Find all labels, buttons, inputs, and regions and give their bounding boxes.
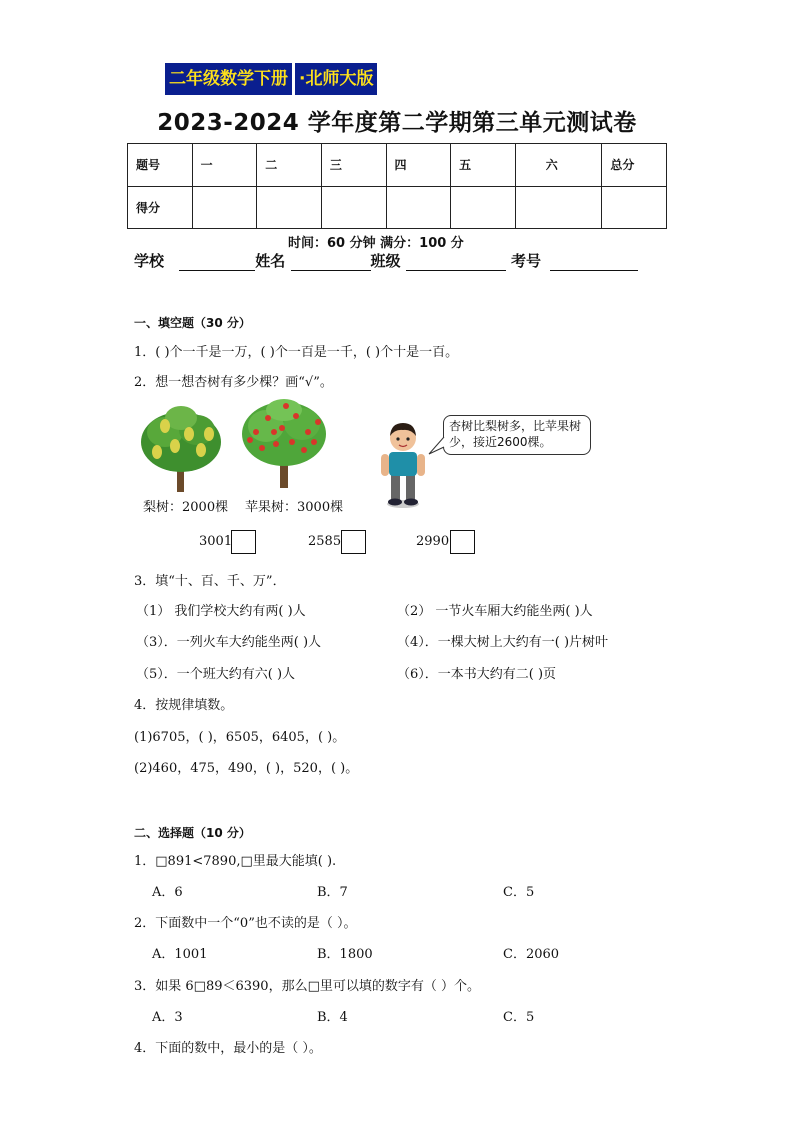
choice-question-3: 3．如果 6□89＜6390，那么□里可以填的数字有（ ）个。 <box>134 979 480 994</box>
school-label: 学校 <box>134 252 165 270</box>
option-checkbox[interactable] <box>231 530 256 554</box>
choice-option-c[interactable]: C．5 <box>503 1010 535 1025</box>
question-3: 3．填“十、百、千、万”． <box>134 574 286 589</box>
student-fields <box>134 250 638 271</box>
score-cell[interactable] <box>257 186 322 229</box>
header-cell: 五 <box>451 144 516 187</box>
q3-item: （1） 我们学校大约有两( )人 <box>136 604 306 619</box>
class-input[interactable] <box>406 256 506 271</box>
name-input[interactable] <box>291 256 371 271</box>
choice-option-a[interactable]: A．3 <box>152 1010 183 1025</box>
question-1: 1．( )个一千是一万，( )个一百是一千，( )个十是一百。 <box>134 345 459 360</box>
banner-grade: 二年级数学下册 <box>165 63 292 95</box>
choice-question-4: 4．下面的数中，最小的是（ ）。 <box>134 1041 322 1056</box>
score-cell[interactable] <box>321 186 386 229</box>
header-cell: 三 <box>321 144 386 187</box>
apple-caption: 苹果树：3000棵 <box>245 500 344 515</box>
header-cell: 总分 <box>602 144 667 187</box>
q3-item: （6）．一本书大约有二( )页 <box>397 667 557 682</box>
score-entry-row <box>128 186 667 229</box>
pear-caption: 梨树：2000棵 <box>143 500 229 515</box>
score-table <box>127 143 667 229</box>
section1-heading: 一、填空题（30 分） <box>134 316 251 330</box>
q3-item: （5）．一个班大约有六( )人 <box>136 667 296 682</box>
boy-illustration <box>375 420 431 510</box>
choice-option-c[interactable]: C．5 <box>503 885 535 900</box>
speech-text: 杏树比梨树多，比苹果树少，接近2600棵。 <box>449 419 582 449</box>
series-banner <box>165 63 377 95</box>
speech-bubble-tail <box>428 436 446 456</box>
header-cell: 二 <box>257 144 322 187</box>
option-checkbox[interactable] <box>341 530 366 554</box>
question-2: 2．想一想杏树有多少棵？画“√”。 <box>134 375 333 390</box>
row-label: 得分 <box>128 186 193 229</box>
pear-tree-image <box>135 404 227 494</box>
question-4: 4．按规律填数。 <box>134 698 234 713</box>
question-4-2: (2)460，475，490，( )，520，( )。 <box>134 761 359 776</box>
name-label: 姓名 <box>255 252 286 270</box>
id-label: 考号 <box>510 252 541 270</box>
header-cell: 题号 <box>128 144 193 187</box>
page-title: 2023-2024 学年度第二学期第三单元测试卷 <box>157 110 637 136</box>
choice-option-b[interactable]: B．4 <box>317 1010 348 1025</box>
header-cell: 六 <box>515 144 602 187</box>
choice-question-1: 1．□891<7890,□里最大能填( ). <box>134 854 337 869</box>
choice-option-b[interactable]: B．1800 <box>317 947 373 962</box>
score-cell[interactable] <box>386 186 451 229</box>
question-4-1: (1)6705，( )，6505，6405，( )。 <box>134 730 346 745</box>
choice-option-c[interactable]: C．2060 <box>503 947 560 962</box>
score-header-row <box>128 144 667 187</box>
speech-bubble <box>443 415 591 455</box>
option-checkbox[interactable] <box>450 530 475 554</box>
q3-item: （2） 一节火车厢大约能坐两( )人 <box>397 604 593 619</box>
option-label: 3001 <box>199 534 233 549</box>
school-input[interactable] <box>179 256 255 271</box>
choice-option-a[interactable]: A．6 <box>152 885 183 900</box>
id-input[interactable] <box>550 256 638 271</box>
score-cell[interactable] <box>515 186 602 229</box>
apple-tree-image <box>238 398 330 490</box>
score-cell[interactable] <box>602 186 667 229</box>
score-cell[interactable] <box>192 186 257 229</box>
q3-item: （3）．一列火车大约能坐两( )人 <box>136 635 322 650</box>
q3-item: （4）．一棵大树上大约有一( )片树叶 <box>397 635 609 650</box>
banner-edition: ·北师大版 <box>295 63 377 95</box>
header-cell: 一 <box>192 144 257 187</box>
option-label: 2585 <box>308 534 342 549</box>
header-cell: 四 <box>386 144 451 187</box>
choice-option-b[interactable]: B．7 <box>317 885 348 900</box>
exam-info: 时间：60 分钟 满分：100 分 <box>288 236 464 251</box>
score-cell[interactable] <box>451 186 516 229</box>
choice-question-2: 2．下面数中一个“0”也不读的是（ ）。 <box>134 916 357 931</box>
section2-heading: 二、选择题（10 分） <box>134 826 251 840</box>
choice-option-a[interactable]: A．1001 <box>152 947 208 962</box>
class-label: 班级 <box>370 252 401 270</box>
option-label: 2990 <box>416 534 450 549</box>
